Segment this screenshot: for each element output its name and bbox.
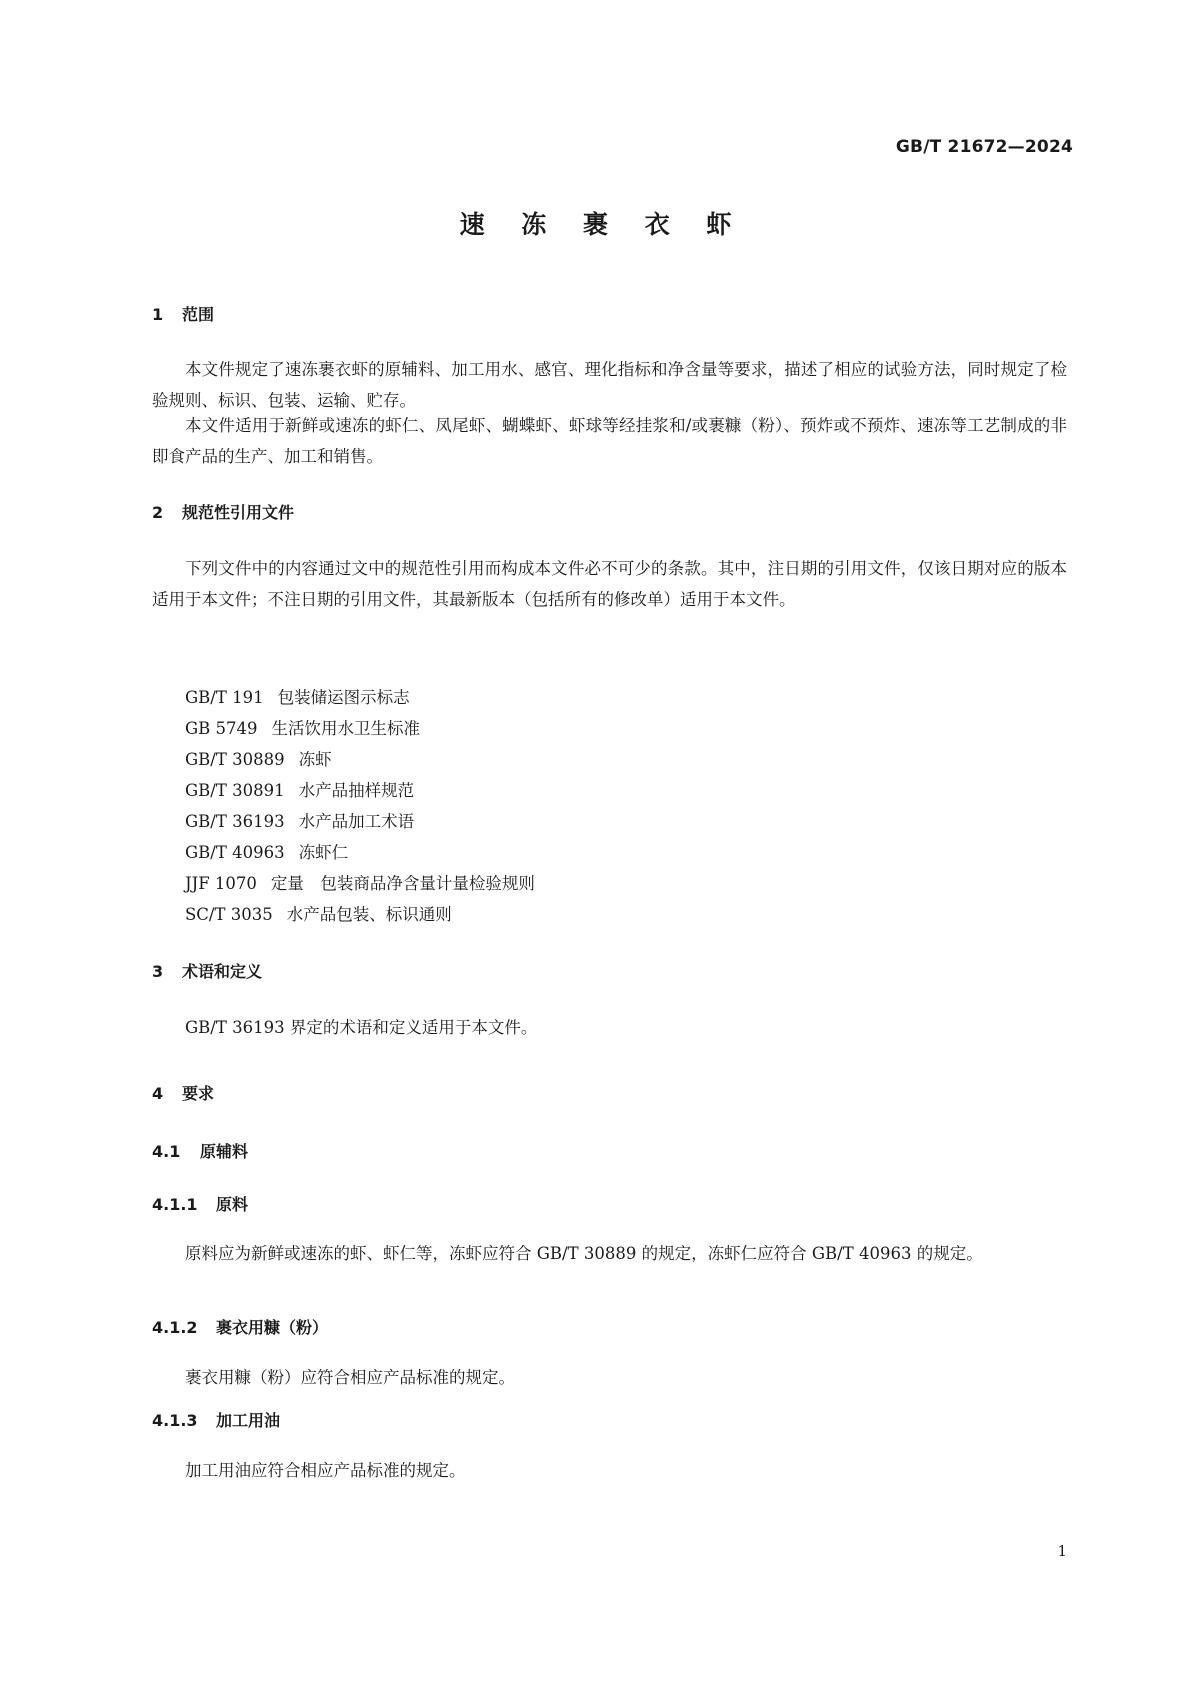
page-number: 1 <box>1057 1542 1067 1560</box>
heading-4-1-1-title: 原料 <box>216 1195 249 1214</box>
heading-2-number: 2 <box>152 503 164 522</box>
heading-4-1-1-number: 4.1.1 <box>152 1195 198 1214</box>
reference-code: SC/T 3035 <box>185 905 273 924</box>
heading-2 <box>152 500 294 523</box>
reference-code: JJF 1070 <box>185 874 257 893</box>
reference-name: 定量 包装商品净含量计量检验规则 <box>270 874 535 893</box>
oil-paragraph: 加工用油应符合相应产品标准的规定。 <box>185 1461 466 1480</box>
scope-paragraph-1: 本文件规定了速冻裹衣虾的原辅料、加工用水、感官、理化指标和净含量等要求，描述了相应的试验方法，同时规定了检验规则、标识、包装、运输、贮存。 <box>152 360 1067 410</box>
heading-4-1-1 <box>152 1192 248 1215</box>
reference-item <box>185 899 535 930</box>
reference-item <box>185 682 535 713</box>
reference-code: GB 5749 <box>185 719 258 738</box>
reference-item <box>185 868 535 899</box>
standard-code: GB/T 21672—2024 <box>895 137 1073 157</box>
reference-item <box>185 775 535 806</box>
heading-4-1-2 <box>152 1315 328 1338</box>
terms-paragraph: GB/T 36193 界定的术语和定义适用于本文件。 <box>185 1018 538 1037</box>
heading-4-1-title: 原辅料 <box>200 1142 249 1161</box>
heading-4-1-number: 4.1 <box>152 1142 181 1161</box>
reference-name: 包装储运图示标志 <box>277 688 410 707</box>
heading-4-1-3-number: 4.1.3 <box>152 1411 198 1430</box>
reference-item <box>185 713 535 744</box>
reference-name: 水产品加工术语 <box>298 812 415 831</box>
heading-4-number: 4 <box>152 1084 164 1103</box>
heading-4-1-2-number: 4.1.2 <box>152 1318 198 1337</box>
coating-paragraph: 裹衣用糠（粉）应符合相应产品标准的规定。 <box>185 1368 515 1387</box>
reference-name: 水产品包装、标识通则 <box>286 905 452 924</box>
reference-name: 冻虾 <box>298 750 332 769</box>
heading-2-title: 规范性引用文件 <box>182 503 295 522</box>
reference-code: GB/T 30891 <box>185 781 285 800</box>
reference-code: GB/T 191 <box>185 688 264 707</box>
heading-1-number: 1 <box>152 305 164 324</box>
heading-3 <box>152 959 262 982</box>
heading-3-title: 术语和定义 <box>182 962 263 981</box>
reference-code: GB/T 40963 <box>185 843 285 862</box>
references-intro: 下列文件中的内容通过文中的规范性引用而构成本文件必不可少的条款。其中，注日期的引用文件，仅该日期对应的版本适用于本文件；不注日期的引用文件，其最新版本（包括所有的修改单）适用于本文件。 <box>152 559 1067 609</box>
heading-1-title: 范围 <box>182 305 215 324</box>
reference-item <box>185 744 535 775</box>
reference-item <box>185 837 535 868</box>
reference-code: GB/T 30889 <box>185 750 285 769</box>
reference-item <box>185 806 535 837</box>
heading-1 <box>152 302 214 325</box>
heading-4-1-2-title: 裹衣用糠（粉） <box>216 1318 329 1337</box>
document-title: 速 冻 裹 衣 虾 <box>459 210 746 239</box>
reference-code: GB/T 36193 <box>185 812 285 831</box>
reference-name: 水产品抽样规范 <box>298 781 415 800</box>
reference-name: 生活饮用水卫生标准 <box>271 719 421 738</box>
scope-paragraph-2: 本文件适用于新鲜或速冻的虾仁、凤尾虾、蝴蝶虾、虾球等经挂浆和/或裹糠（粉）、预炸或不预炸、速冻等工艺制成的非即食产品的生产、加工和销售。 <box>152 416 1067 466</box>
heading-4-1-3-title: 加工用油 <box>216 1411 281 1430</box>
heading-4-1 <box>152 1139 248 1162</box>
heading-4 <box>152 1081 214 1104</box>
heading-3-number: 3 <box>152 962 164 981</box>
heading-4-1-3 <box>152 1408 280 1431</box>
reference-list <box>185 682 535 930</box>
heading-4-title: 要求 <box>182 1084 215 1103</box>
reference-name: 冻虾仁 <box>298 843 349 862</box>
raw-material-paragraph: 原料应为新鲜或速冻的虾、虾仁等，冻虾应符合 GB/T 30889 的规定，冻虾仁应符合 GB/T 40963 的规定。 <box>185 1244 983 1263</box>
